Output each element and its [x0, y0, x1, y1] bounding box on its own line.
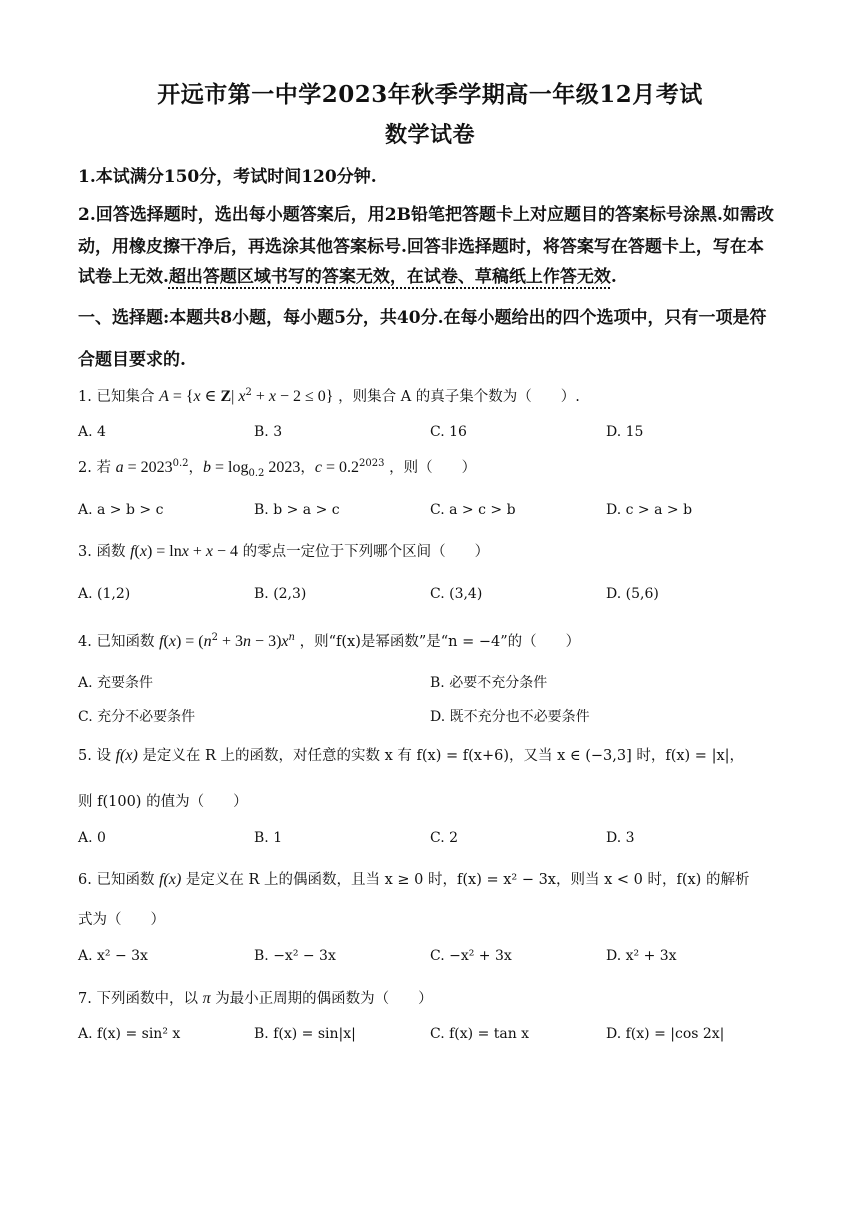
question-5-line-2: 则 f(100) 的值为（ ）	[78, 794, 248, 810]
q2-option-a[interactable]: A. a > b > c	[78, 502, 164, 518]
q2-option-b[interactable]: B. b > a > c	[254, 502, 340, 518]
q7-option-c[interactable]: C. f(x) = tan x	[430, 1026, 530, 1042]
instruction-2-line-3-emphasis: 超出答题区域书写的答案无效，在试卷、草稿纸上作答无效	[168, 267, 611, 287]
q5-option-d[interactable]: D. 3	[606, 830, 635, 846]
instruction-1: 1.本试满分150分，考试时间120分钟.	[78, 167, 377, 187]
q6-option-c[interactable]: C. −x² + 3x	[430, 948, 512, 964]
question-1-math: A	[159, 388, 169, 405]
q1-option-a[interactable]: A. 4	[78, 424, 106, 440]
instruction-2-line-1: 2.回答选择题时，选出每小题答案后，用2B铅笔把答题卡上对应题目的答案标号涂黑.如需改	[78, 205, 774, 225]
q1-option-b[interactable]: B. 3	[254, 424, 283, 440]
q2-option-c[interactable]: C. a > c > b	[430, 502, 516, 518]
q5-option-a[interactable]: A. 0	[78, 830, 106, 846]
q3-option-d[interactable]: D. (5,6)	[606, 586, 659, 602]
q4-option-d[interactable]: D. 既不充分也不必要条件	[430, 709, 590, 725]
q6-option-a[interactable]: A. x² − 3x	[78, 948, 148, 964]
q6-option-b[interactable]: B. −x² − 3x	[254, 948, 336, 964]
q5-option-b[interactable]: B. 1	[254, 830, 283, 846]
q3-option-b[interactable]: B. (2,3)	[254, 586, 307, 602]
q6-option-d[interactable]: D. x² + 3x	[606, 948, 677, 964]
section-1-heading-line-1: 一、选择题:本题共8小题，每小题5分，共40分.在每小题给出的四个选项中，只有一项是符	[78, 308, 767, 328]
q3-option-c[interactable]: C. (3,4)	[430, 586, 483, 602]
question-5: 5. 设 f(x) 是定义在 R 上的函数，对任意的实数 x 有 f(x) = f(x+6)，又当 x ∈ (−3,3] 时，f(x) = |x|，	[78, 747, 745, 764]
q5-option-c[interactable]: C. 2	[430, 830, 459, 846]
q1-option-d[interactable]: D. 15	[606, 424, 644, 440]
q2-option-d[interactable]: D. c > a > b	[606, 502, 693, 518]
q4-option-b[interactable]: B. 必要不充分条件	[430, 675, 548, 691]
instruction-2-line-2: 动，用橡皮擦干净后，再选涂其他答案标号.回答非选择题时，将答案写在答题卡上，写在本	[78, 237, 764, 257]
question-3: 3. 函数 f(x) = lnx + x − 4 的零点一定位于下列哪个区间（ ）	[78, 543, 490, 560]
q3-option-a[interactable]: A. (1,2)	[78, 586, 131, 602]
question-2: 2. 若 $a = 2023^{0.2}$，$b = \log_{0.2} 2023$，$c = 0.2^{2023}$ ，则（ ）	[78, 458, 477, 479]
q4-option-c[interactable]: C. 充分不必要条件	[78, 709, 196, 725]
instruction-2-line-3-c: .	[610, 267, 617, 287]
question-1: 1. 已知集合 A = {x ∈ Z| $x^2 + x - 2 \le 0$} ，则集合 A 的真子集个数为（ ）.	[78, 387, 580, 405]
question-6-line-2: 式为（ ）	[78, 912, 165, 928]
q7-option-b[interactable]: B. f(x) = sin|x|	[254, 1026, 356, 1042]
instruction-2-line-3-a: 试卷上无效.	[78, 267, 169, 287]
q7-option-a[interactable]: A. f(x) = sin² x	[78, 1026, 181, 1042]
exam-title: 开远市第一中学2023年秋季学期高一年级12月考试	[157, 81, 703, 108]
instruction-2-line-3	[78, 262, 788, 287]
question-6: 6. 已知函数 f(x) 是定义在 R 上的偶函数，且当 x ≥ 0 时，f(x) = x² − 3x，则当 x < 0 时，f(x) 的解析	[78, 871, 750, 888]
exam-subtitle: 数学试卷	[384, 122, 475, 148]
question-7: 7. 下列函数中，以 π 为最小正周期的偶函数为（ ）	[78, 990, 433, 1007]
q7-option-d[interactable]: D. f(x) = |cos 2x|	[606, 1026, 725, 1042]
q1-option-c[interactable]: C. 16	[430, 424, 467, 440]
question-4: 4. 已知函数 $f(x) = (n^2 + 3n - 3)x^n$ ，则“f(x)是幂函数”是“n = −4”的（ ）	[78, 632, 581, 650]
section-1-heading-line-2: 合题目要求的.	[78, 350, 186, 370]
q4-option-a[interactable]: A. 充要条件	[78, 675, 154, 691]
